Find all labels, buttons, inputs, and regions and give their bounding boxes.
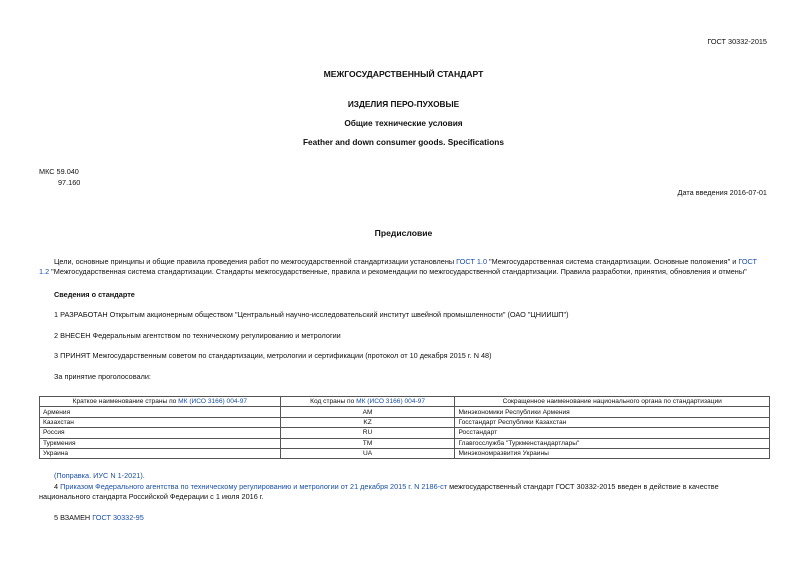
preface-text-1: Цели, основные принципы и общие правила проведения работ по межгосударственной стандартизации установлены: [54, 257, 457, 266]
standard-type: МЕЖГОСУДАРСТВЕННЫЙ СТАНДАРТ: [323, 69, 484, 79]
column-header-code: [280, 397, 455, 407]
code-cell: RU: [280, 428, 455, 438]
table-row: [40, 407, 770, 417]
document-title: ИЗДЕЛИЯ ПЕРО-ПУХОВЫЕ: [347, 99, 460, 109]
body-cell: Главгосслужба "Туркменстандартлары": [455, 438, 770, 448]
country-cell: Казахстан: [40, 417, 281, 427]
standard-info-heading: Сведения о стандарте: [54, 290, 135, 299]
table-row: [40, 438, 770, 448]
country-cell: Россия: [40, 428, 281, 438]
voting-countries-table: [39, 396, 770, 459]
mks-code-1: МКС 59.040: [39, 167, 79, 176]
country-cell: Украина: [40, 448, 281, 458]
code-cell: UA: [280, 448, 455, 458]
item-enacted-number: 4: [54, 482, 61, 491]
item-submitted: 2 ВНЕСЕН Федеральным агентством по техническому регулированию и метрологии: [54, 331, 341, 340]
column-header-country: [40, 397, 281, 407]
country-cell: Туркмения: [40, 438, 281, 448]
mk-iso-3166-link[interactable]: МК (ИСО 3166) 004-97: [356, 398, 426, 406]
document-subtitle: Общие технические условия: [344, 118, 463, 128]
item-adopted: 3 ПРИНЯТ Межгосударственным советом по стандартизации, метрологии и сертификации (протокол от 10 декабря 2015 г. N 48): [54, 351, 492, 360]
code-cell: AM: [280, 407, 455, 417]
gost-1-0-link[interactable]: ГОСТ 1.0: [456, 257, 487, 266]
introduction-date: Дата введения 2016-07-01: [677, 188, 767, 197]
voted-label: За принятие проголосовали:: [54, 372, 151, 381]
item-enacted: [39, 482, 771, 502]
document-code: ГОСТ 30332-2015: [707, 37, 767, 46]
table-row: [40, 428, 770, 438]
column-header-country-text: Краткое наименование страны по: [72, 398, 179, 406]
country-cell: Армения: [40, 407, 281, 417]
code-cell: TM: [280, 438, 455, 448]
preface-paragraph: [39, 257, 769, 277]
column-header-code-text: Код страны по: [310, 398, 357, 406]
table-row: [40, 417, 770, 427]
mk-iso-3166-link[interactable]: МК (ИСО 3166) 004-97: [178, 398, 248, 406]
amendment-link[interactable]: (Поправка. ИУС N 1-2021).: [54, 471, 145, 480]
body-cell: Госстандарт Республики Казахстан: [455, 417, 770, 427]
table-row: [40, 448, 770, 458]
gost-1-2-link[interactable]: ГОСТ 1.2: [39, 257, 758, 276]
item-replaces-text: 5 ВЗАМЕН: [54, 513, 93, 522]
rosstandart-order-link[interactable]: Приказом Федерального агентства по техническому регулированию и метрологии от 21 декабря 2015 г. N 2186-ст: [60, 482, 448, 491]
body-cell: Росстандарт: [455, 428, 770, 438]
preface-heading: Предисловие: [374, 228, 433, 238]
gost-30332-95-link[interactable]: ГОСТ 30332-95: [92, 513, 144, 522]
column-header-body: Сокращенное наименование национального органа по стандартизации: [455, 397, 770, 407]
code-cell: KZ: [280, 417, 455, 427]
preface-text-3: "Межгосударственная система стандартизации. Стандарты межгосударственные, правила и рекомендации по межгосударственной стандартизации. Правила разработки, принятия, обновления и отмены": [49, 267, 747, 276]
item-enacted-text: межгосударственный стандарт ГОСТ 30332-2015 введен в действие в качестве национального стандарта Российской Федерации с 1 июля 2016 г.: [39, 482, 719, 501]
body-cell: Минэкономики Республики Армения: [455, 407, 770, 417]
item-developed: 1 РАЗРАБОТАН Открытым акционерным обществом "Центральный научно-исследовательский институт швейной промышленности" (ОАО "ЦНИИШП"): [54, 310, 569, 319]
table-header-row: [40, 397, 770, 407]
item-replaces: [54, 513, 144, 523]
body-cell: Минэкономразвития Украины: [455, 448, 770, 458]
preface-text-2: "Межгосударственная система стандартизации. Основные положения" и: [487, 257, 739, 266]
document-title-english: Feather and down consumer goods. Specifications: [302, 137, 504, 147]
mks-code-2: 97.160: [58, 178, 81, 187]
